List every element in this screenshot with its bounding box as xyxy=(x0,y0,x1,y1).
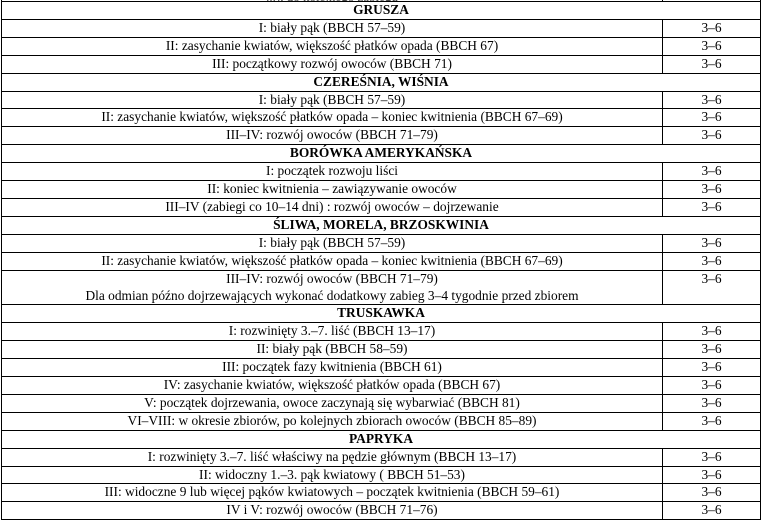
dose-value: 3–6 xyxy=(663,163,761,181)
dose-value: 3–6 xyxy=(663,270,761,305)
dose-value: 3–6 xyxy=(663,448,761,466)
section-title: GRUSZA xyxy=(2,2,761,20)
treatment-description-cell xyxy=(2,270,663,305)
table-row xyxy=(2,323,761,341)
treatment-description: II: zasychanie kwiatów, większość płatków opada – koniec kwitnienia (BBCH 67–69) xyxy=(101,252,563,268)
section-header-row xyxy=(2,73,761,91)
treatment-description-cell xyxy=(2,37,663,55)
treatment-description-cell xyxy=(2,359,663,377)
treatment-description-cell xyxy=(2,109,663,127)
treatment-description-cell xyxy=(2,412,663,430)
treatment-description: I: biały pąk (BBCH 57–59) xyxy=(258,91,406,107)
dose-value: 3–6 xyxy=(663,323,761,341)
table-body xyxy=(2,0,761,520)
treatment-description: II: koniec kwitnienia – zawiązywanie owoców xyxy=(207,181,457,197)
treatment-description: Dla odmian późno dojrzewających wykonać dodatkowy zabieg 3–4 tygodnie przed zbiorem xyxy=(85,287,579,303)
table-row xyxy=(2,466,761,484)
table-row xyxy=(2,394,761,412)
treatment-description-cell xyxy=(2,377,663,395)
dose-value: 3–6 xyxy=(663,37,761,55)
treatment-description-cell xyxy=(2,502,663,520)
section-header-row xyxy=(2,2,761,20)
dose-value: 3–6 xyxy=(663,198,761,216)
treatment-description: IV i V: rozwój owoców (BBCH 71–76) xyxy=(226,502,438,518)
treatment-description-cell xyxy=(2,394,663,412)
dose-value: 3–6 xyxy=(663,55,761,73)
dose-value: 3–6 xyxy=(663,109,761,127)
table-row xyxy=(2,55,761,73)
section-title: CZEREŚNIA, WIŚNIA xyxy=(2,73,761,91)
table-row xyxy=(2,181,761,199)
section-title: ŚLIWA, MORELA, BRZOSKWINIA xyxy=(2,216,761,234)
treatment-description: V: początek dojrzewania, owoce zaczynają się wybarwiać (BBCH 81) xyxy=(144,394,520,410)
treatment-description-cell xyxy=(2,341,663,359)
treatment-description: IV: zasychanie kwiatów, większość płatków opada (BBCH 67) xyxy=(163,377,501,393)
treatment-description-cell xyxy=(2,198,663,216)
treatment-description: II: biały pąk (BBCH 58–59) xyxy=(256,341,408,357)
section-header-row xyxy=(2,305,761,323)
dose-value: 3–6 xyxy=(663,394,761,412)
section-title: BORÓWKA AMERYKAŃSKA xyxy=(2,145,761,163)
treatment-description-cell xyxy=(2,323,663,341)
section-title: TRUSKAWKA xyxy=(2,305,761,323)
treatment-description: III–IV: rozwój owoców (BBCH 71–79) xyxy=(226,127,438,143)
dose-value: 3–6 xyxy=(663,19,761,37)
dose-value: 3–6 xyxy=(663,412,761,430)
treatment-description-cell xyxy=(2,19,663,37)
treatment-description: III–IV: rozwój owoców (BBCH 71–79) xyxy=(226,270,438,286)
spray-schedule-table xyxy=(1,0,761,520)
table-row xyxy=(2,109,761,127)
table-row xyxy=(2,19,761,37)
treatment-description-cell xyxy=(2,127,663,145)
table-row xyxy=(2,127,761,145)
treatment-description-cell xyxy=(2,91,663,109)
table-row xyxy=(2,163,761,181)
table-row xyxy=(2,198,761,216)
treatment-description: VI–VIII: w okresie zbiorów, po kolejnych zbiorach owoców (BBCH 85–89) xyxy=(127,412,537,428)
dose-value: 3–6 xyxy=(663,91,761,109)
dose-value: 3–6 xyxy=(663,484,761,502)
dose-value: 3–6 xyxy=(663,234,761,252)
dose-value: 3–6 xyxy=(663,359,761,377)
section-header-row xyxy=(2,430,761,448)
treatment-description: I: biały pąk (BBCH 57–59) xyxy=(258,19,406,35)
treatment-description-cell xyxy=(2,448,663,466)
treatment-description: I: rozwinięty 3.–7. liść właściwy na pędzie głównym (BBCH 13–17) xyxy=(147,448,517,464)
table-row xyxy=(2,37,761,55)
treatment-description: III: początkowy rozwój owoców (BBCH 71) xyxy=(212,55,452,71)
table-row xyxy=(2,412,761,430)
treatment-description-cell xyxy=(2,484,663,502)
dose-value: 3–6 xyxy=(663,377,761,395)
dose-value: 3–6 xyxy=(663,181,761,199)
table-row xyxy=(2,448,761,466)
treatment-description-cell xyxy=(2,163,663,181)
table-row xyxy=(2,270,761,305)
table-row xyxy=(2,252,761,270)
treatment-description: I: biały pąk (BBCH 57–59) xyxy=(258,234,406,250)
section-header-row xyxy=(2,216,761,234)
treatment-description: I: rozwinięty 3.–7. liść (BBCH 13–17) xyxy=(228,323,436,339)
treatment-description-cell xyxy=(2,234,663,252)
treatment-description-cell xyxy=(2,181,663,199)
dose-value: 3–6 xyxy=(663,341,761,359)
treatment-description: II: zasychanie kwiatów, większość płatków opada – koniec kwitnienia (BBCH 67–69) xyxy=(101,109,563,125)
dose-value: 3–6 xyxy=(663,502,761,520)
treatment-description: III–IV (zabiegi co 10–14 dni) : rozwój owoców – dojrzewanie xyxy=(165,198,499,214)
treatment-description: II: zasychanie kwiatów, większość płatków opada (BBCH 67) xyxy=(165,37,499,53)
dose-value: 3–6 xyxy=(663,466,761,484)
section-title: PAPRYKA xyxy=(2,430,761,448)
treatment-description-cell xyxy=(2,252,663,270)
table-row xyxy=(2,502,761,520)
table-row xyxy=(2,91,761,109)
section-header-row xyxy=(2,145,761,163)
treatment-description: I: początek rozwoju liści xyxy=(266,163,398,179)
table-row xyxy=(2,234,761,252)
treatment-description: III: widoczne 9 lub więcej pąków kwiatowych – początek kwitnienia (BBCH 59–61) xyxy=(104,484,560,500)
table-row xyxy=(2,359,761,377)
treatment-description-cell xyxy=(2,466,663,484)
dose-value: 3–6 xyxy=(663,252,761,270)
table-row xyxy=(2,341,761,359)
treatment-description: III: początek fazy kwitnienia (BBCH 61) xyxy=(222,359,442,375)
treatment-description: II: widoczny 1.–3. pąk kwiatowy ( BBCH 51–53) xyxy=(199,466,465,482)
table-row xyxy=(2,484,761,502)
dose-value: 3–6 xyxy=(663,127,761,145)
treatment-description-cell xyxy=(2,55,663,73)
table-row xyxy=(2,377,761,395)
